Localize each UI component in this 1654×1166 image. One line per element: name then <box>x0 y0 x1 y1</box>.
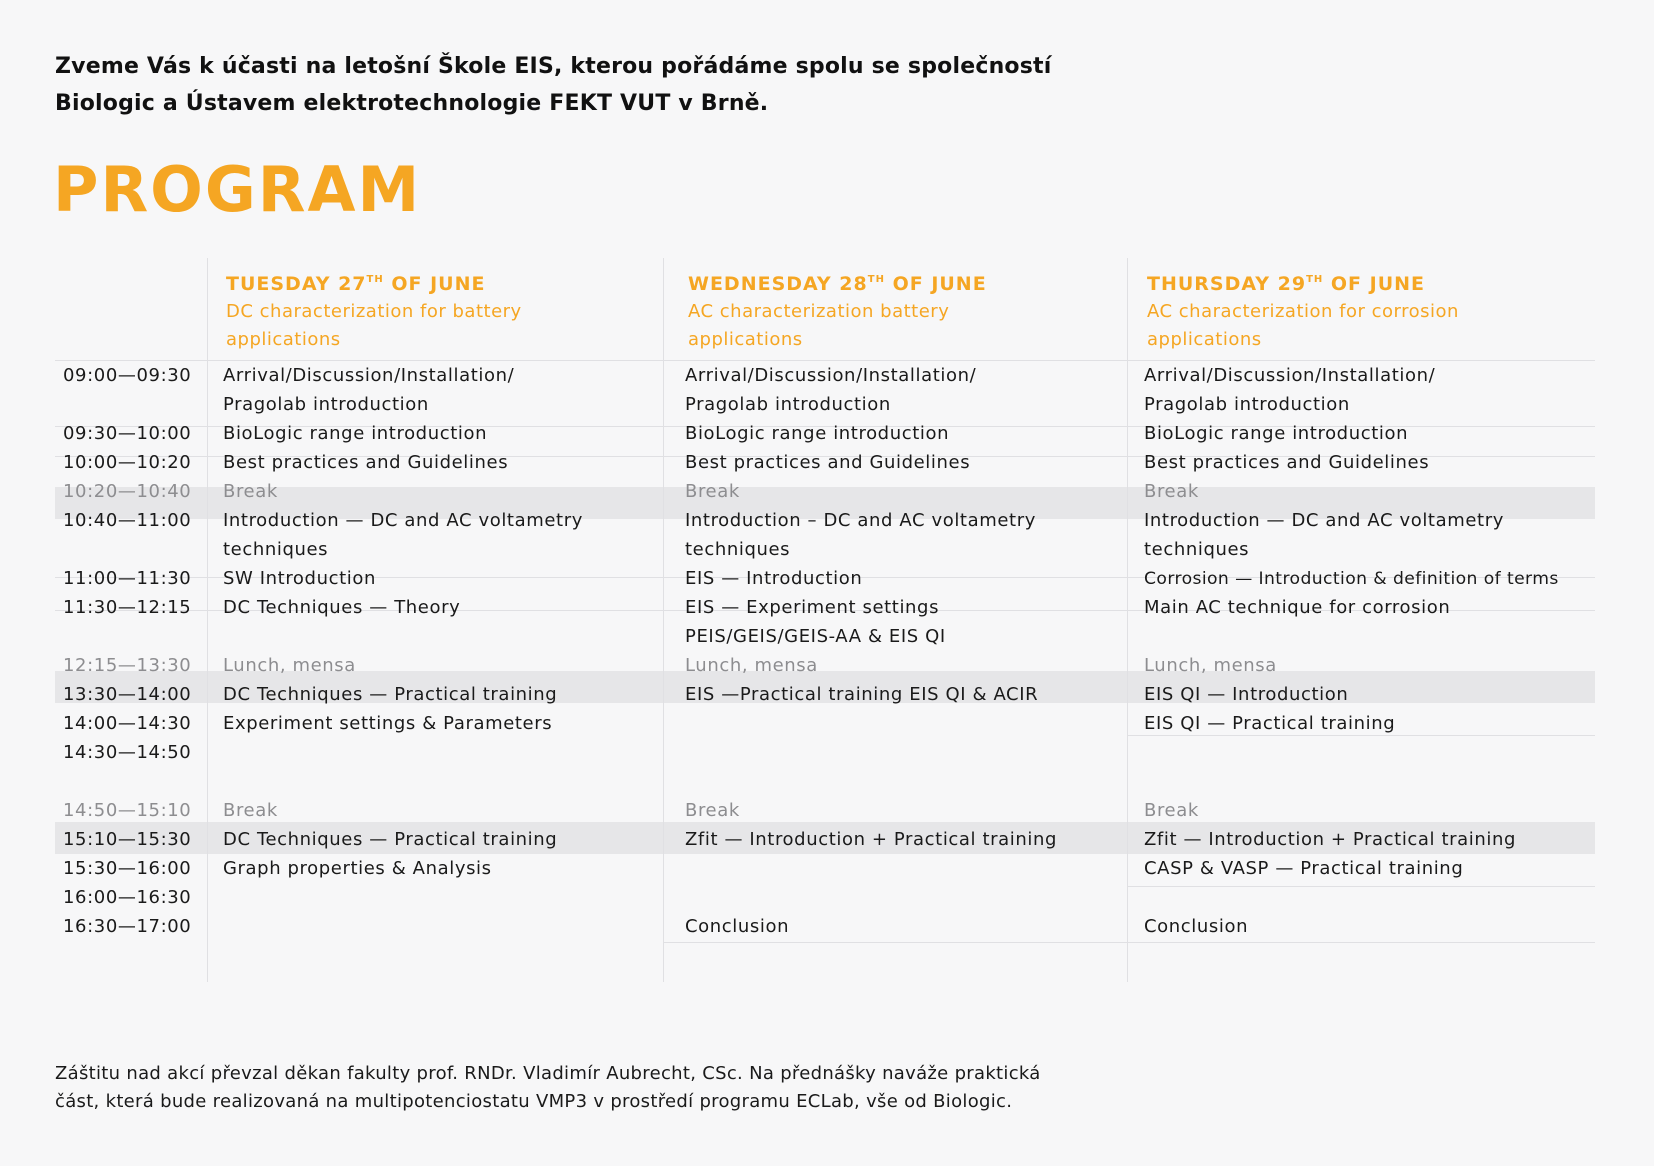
session-cell: EIS QI — Practical training <box>1144 713 1396 734</box>
lunch-cell: Lunch, mensa <box>685 655 818 676</box>
day-subtitle: AC characterization battery <box>688 301 950 322</box>
break-cell: Break <box>685 481 740 502</box>
time-slot: 14:30—14:50 <box>63 742 192 763</box>
session-cell: DC Techniques — Theory <box>223 597 461 618</box>
footer-note <box>55 1060 1041 1116</box>
footer-line-2: část, která bude realizovaná na multipotenciostatu VMP3 v prostředí programu ECLab, vše od Biologic. <box>55 1091 1013 1112</box>
footer-line-1: Záštitu nad akcí převzal děkan fakulty prof. RNDr. Vladimír Aubrecht, CSc. Na přednášky naváže praktická <box>55 1063 1041 1084</box>
session-cell: SW Introduction <box>223 568 376 589</box>
session-cell: Arrival/Discussion/Installation/ <box>223 365 515 386</box>
session-cell: techniques <box>1144 539 1250 560</box>
session-cell: Best practices and Guidelines <box>685 452 971 473</box>
session-cell: Introduction — DC and AC voltametry <box>223 510 583 531</box>
day-header-tuesday <box>226 266 522 354</box>
divider-vertical-1 <box>207 258 208 982</box>
day-header-wednesday <box>688 266 987 354</box>
day-title: WEDNESDAY 28TH OF JUNE <box>688 273 987 295</box>
time-slot: 09:30—10:00 <box>63 423 192 444</box>
session-cell: Arrival/Discussion/Installation/ <box>1144 365 1436 386</box>
day-subtitle: applications <box>1147 329 1262 350</box>
time-slot: 14:00—14:30 <box>63 713 192 734</box>
time-slot: 11:00—11:30 <box>63 568 192 589</box>
time-slot: 15:30—16:00 <box>63 858 192 879</box>
lunch-cell: Lunch, mensa <box>223 655 356 676</box>
session-cell: techniques <box>223 539 329 560</box>
time-slot: 09:00—09:30 <box>63 365 192 386</box>
session-cell: CASP & VASP — Practical training <box>1144 858 1464 879</box>
session-cell: Pragolab introduction <box>685 394 891 415</box>
day-subtitle: applications <box>688 329 803 350</box>
page-title: PROGRAM <box>53 153 422 226</box>
break-cell: Break <box>223 481 278 502</box>
time-slot: 10:40—11:00 <box>63 510 192 531</box>
session-cell: Experiment settings & Parameters <box>223 713 553 734</box>
session-cell: EIS — Introduction <box>685 568 863 589</box>
session-cell: Best practices and Guidelines <box>223 452 509 473</box>
session-cell: DC Techniques — Practical training <box>223 684 558 705</box>
session-cell: EIS — Experiment settings <box>685 597 940 618</box>
session-cell: Conclusion <box>685 916 790 937</box>
intro-line-1: Zveme Vás k účasti na letošní Škole EIS, kterou pořádáme spolu se společností <box>55 54 1052 79</box>
session-cell: EIS QI — Introduction <box>1144 684 1349 705</box>
session-cell: BioLogic range introduction <box>1144 423 1409 444</box>
session-cell: Zfit — Introduction + Practical training <box>685 829 1058 850</box>
time-slot: 11:30—12:15 <box>63 597 192 618</box>
session-cell: EIS —Practical training EIS QI & ACIR <box>685 684 1039 705</box>
session-cell: Best practices and Guidelines <box>1144 452 1430 473</box>
session-cell: BioLogic range introduction <box>685 423 950 444</box>
day-subtitle: DC characterization for battery <box>226 301 522 322</box>
time-slot: 10:00—10:20 <box>63 452 192 473</box>
session-cell: Introduction – DC and AC voltametry <box>685 510 1036 531</box>
session-cell: Main AC technique for corrosion <box>1144 597 1451 618</box>
lunch-cell: Lunch, mensa <box>1144 655 1277 676</box>
row-divider <box>663 942 1595 943</box>
day-title: TUESDAY 27TH OF JUNE <box>226 273 486 295</box>
session-cell: DC Techniques — Practical training <box>223 829 558 850</box>
time-slot: 14:50—15:10 <box>63 800 192 821</box>
time-slot: 15:10—15:30 <box>63 829 192 850</box>
session-cell: Arrival/Discussion/Installation/ <box>685 365 977 386</box>
session-cell: Conclusion <box>1144 916 1249 937</box>
row-divider <box>1127 886 1595 887</box>
break-cell: Break <box>685 800 740 821</box>
divider-vertical-2 <box>663 258 664 982</box>
session-cell: techniques <box>685 539 791 560</box>
time-slot: 16:00—16:30 <box>63 887 192 908</box>
day-subtitle: applications <box>226 329 341 350</box>
session-cell: Zfit — Introduction + Practical training <box>1144 829 1517 850</box>
session-cell: Introduction — DC and AC voltametry <box>1144 510 1504 531</box>
time-slot: 12:15—13:30 <box>63 655 192 676</box>
time-slot: 10:20—10:40 <box>63 481 192 502</box>
day-header-thursday <box>1147 266 1459 354</box>
break-cell: Break <box>1144 800 1199 821</box>
session-cell: BioLogic range introduction <box>223 423 488 444</box>
divider-vertical-3 <box>1127 258 1128 982</box>
session-cell: PEIS/GEIS/GEIS-AA & EIS QI <box>685 626 946 647</box>
session-cell: Corrosion — Introduction & definition of terms <box>1144 569 1559 589</box>
session-cell: Graph properties & Analysis <box>223 858 492 879</box>
break-cell: Break <box>1144 481 1199 502</box>
program-table <box>55 258 1595 982</box>
intro-text <box>55 48 1052 122</box>
day-subtitle: AC characterization for corrosion <box>1147 301 1459 322</box>
time-slot: 13:30—14:00 <box>63 684 192 705</box>
break-cell: Break <box>223 800 278 821</box>
day-title: THURSDAY 29TH OF JUNE <box>1147 273 1426 295</box>
session-cell: Pragolab introduction <box>1144 394 1350 415</box>
intro-line-2: Biologic a Ústavem elektrotechnologie FEKT VUT v Brně. <box>55 91 769 116</box>
session-cell: Pragolab introduction <box>223 394 429 415</box>
time-slot: 16:30—17:00 <box>63 916 192 937</box>
